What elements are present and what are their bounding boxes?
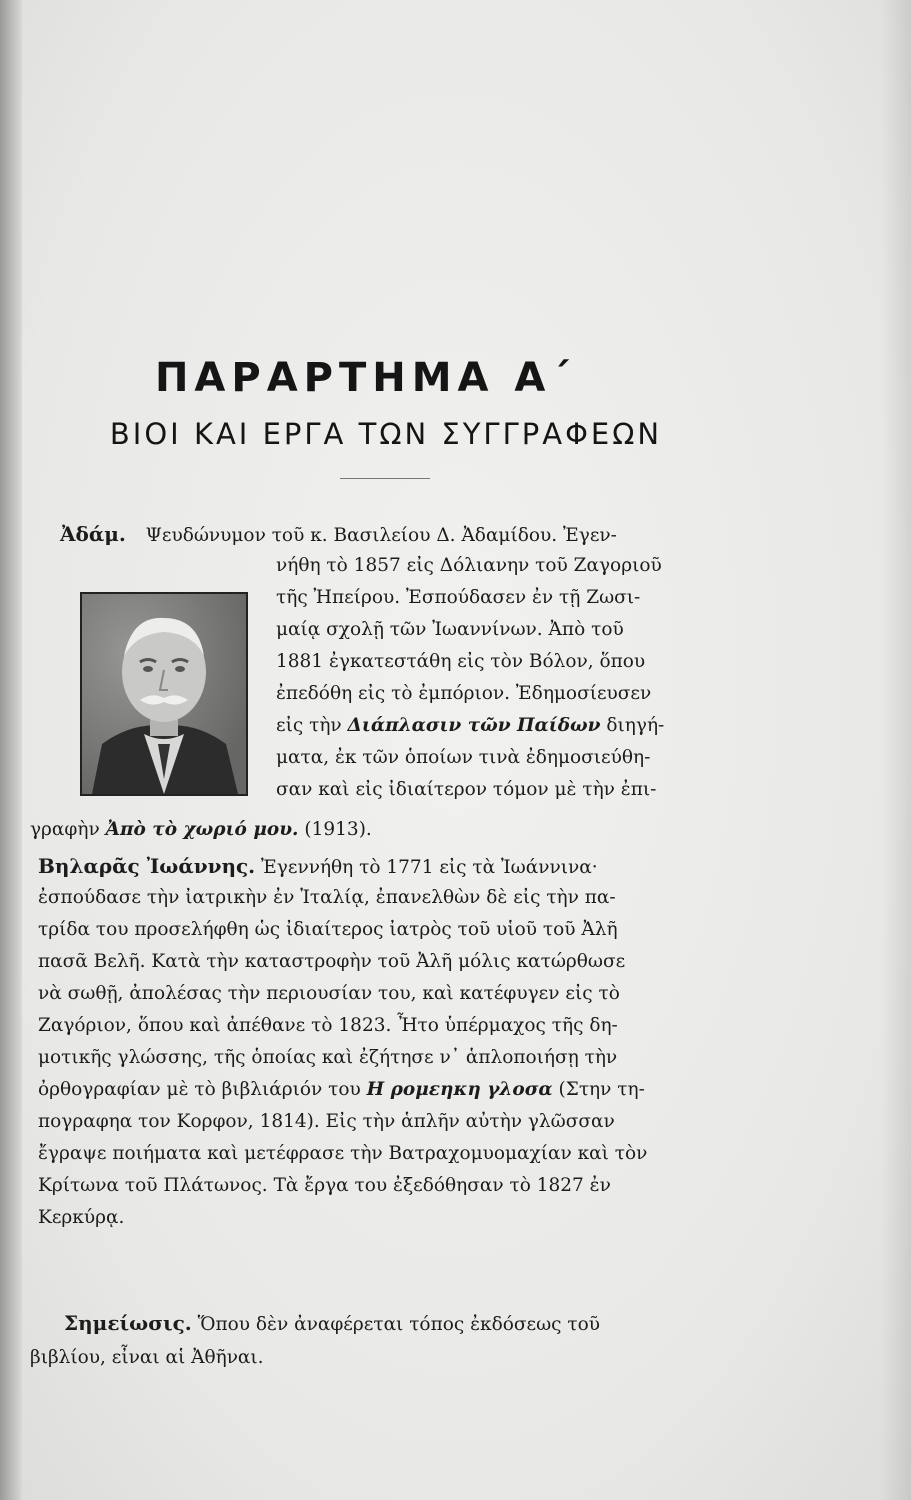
entry-adam-name: Ἀδάμ. (60, 522, 126, 546)
entry-adam-line-9: σαν καὶ εἰς ἰδιαίτερον τόμον μὲ τὴν ἐπι- (276, 779, 657, 800)
book-year: (1913). (304, 819, 372, 840)
last-line-text: γραφὴν (30, 819, 100, 840)
entry-vilaras-line-1 (38, 850, 647, 882)
page-edge-shadow (881, 0, 911, 1500)
entry-adam-line-3: τῆς Ἠπείρου. Ἐσπούδασεν ἐν τῇ Ζωσι- (276, 587, 641, 608)
book-title: Ἀπὸ τὸ χωριό μου. (105, 819, 299, 840)
entry-vilaras-line-12: Κερκύρᾳ. (38, 1207, 125, 1228)
entry-vilaras-line-10: ἔγραψε ποιήματα καὶ μετέφρασε τὴν Βατραχομυομαχίαν καὶ τὸν (38, 1143, 648, 1164)
entry-vilaras-line-5: νὰ σωθῇ, ἀπολέσας τὴν περιουσίαν του, καὶ κατέφυγεν εἰς τὸ (38, 983, 620, 1004)
entry-adam-first-line (60, 518, 617, 552)
appendix-title: ΠΑΡΑΡΤΗΜΑ Α΄ (154, 355, 576, 401)
page-gutter (0, 0, 22, 1500)
entry-vilaras-name: Βηλαρᾶς Ἰωάννης. (38, 854, 256, 878)
note-line-2: βιβλίου, εἶναι αἱ Ἀθῆναι. (30, 1347, 264, 1368)
author-portrait (80, 592, 248, 796)
appendix-subtitle: ΒΙΟΙ ΚΑΙ ΕΡΓΑ ΤΩΝ ΣΥΓΓΡΑΦΕΩΝ (109, 417, 663, 451)
entry-adam-line-4: μαίᾳ σχολῇ τῶν Ἰωαννίνων. Ἀπὸ τοῦ (276, 619, 624, 640)
entry-adam-line-7 (276, 710, 664, 742)
line-7-end: διηγή- (606, 715, 665, 736)
magazine-title: Διάπλασιν τῶν Παίδων (347, 715, 601, 736)
title-divider (340, 478, 430, 479)
entry-vilaras-line-3: τρίδα του προσελήφθη ὡς ἰδιαίτερος ἰατρὸς τοῦ υἱοῦ τοῦ Ἀλῆ (38, 919, 618, 940)
note-line-1 (64, 1307, 600, 1339)
entry-adam-line-2: νήθη τὸ 1857 εἰς Δόλιανην τοῦ Ζαγοριοῦ (276, 555, 662, 576)
entry-vilaras-line-8 (38, 1074, 647, 1106)
line-7-text: εἰς τὴν (276, 715, 342, 736)
entry-adam-beside-text (276, 550, 664, 806)
entry-adam-line-1: Ψευδώνυμον τοῦ κ. Βασιλείου Δ. Ἀδαμίδου. Ἐγεν- (145, 525, 617, 546)
entry-vilaras-line-7: μοτικῆς γλώσσης, τῆς ὁποίας καὶ ἐζήτησε ν᾿ ἁπλοποιήσῃ τὴν (38, 1047, 618, 1068)
entry-vilaras-line-2: ἐσπούδασε τὴν ἰατρικὴν ἐν Ἰταλίᾳ, ἐπανελθὼν δὲ εἰς τὴν πα- (38, 887, 616, 908)
entry-adam-line-6: ἐπεδόθη εἰς τὸ ἐμπόριον. Ἐδημοσίευσεν (276, 683, 652, 704)
entry-adam-line-8: ματα, ἐκ τῶν ὁποίων τινὰ ἐδημοσιεύθη- (276, 747, 651, 768)
note-line-1-text: Ὅπου δὲν ἀναφέρεται τόπος ἐκδόσεως τοῦ (197, 1314, 601, 1335)
entry-vilaras-line-9: πογραφηα τον Κορφον, 1814). Εἰς τὴν ἁπλῆν αὐτὴν γλῶσσαν (38, 1111, 615, 1132)
entry-adam-last-line (30, 814, 372, 846)
entry-vilaras-line-11: Κρίτωνα τοῦ Πλάτωνος. Τὰ ἔργα του ἐξεδόθησαν τὸ 1827 ἐν (38, 1175, 611, 1196)
ortho-text: ὀρθογραφίαν μὲ τὸ βιβλιάριόν του (38, 1079, 361, 1100)
entry-vilaras (38, 850, 647, 1234)
note (64, 1307, 600, 1339)
entry-vilaras-line-6: Ζαγόριον, ὅπου καὶ ἀπέθανε τὸ 1823. Ἦτο ὑπέρμαχος τῆς δη- (38, 1015, 618, 1036)
portrait-icon (82, 594, 246, 794)
entry-vilaras-line-1-text: Ἐγεννήθη τὸ 1771 εἰς τὰ Ἰωάννινα· (261, 857, 598, 878)
ortho-end: (Στην τη- (558, 1079, 645, 1100)
note-label: Σημείωσις. (64, 1311, 192, 1335)
pamphlet-title: Η ρομεηκη γλοσα (366, 1079, 553, 1100)
entry-vilaras-line-4: πασᾶ Βελῆ. Κατὰ τὴν καταστροφὴν τοῦ Ἀλῆ μόλις κατώρθωσε (38, 951, 626, 972)
entry-adam-line-5: 1881 ἐγκατεστάθη εἰς τὸν Βόλον, ὅπου (276, 651, 646, 672)
